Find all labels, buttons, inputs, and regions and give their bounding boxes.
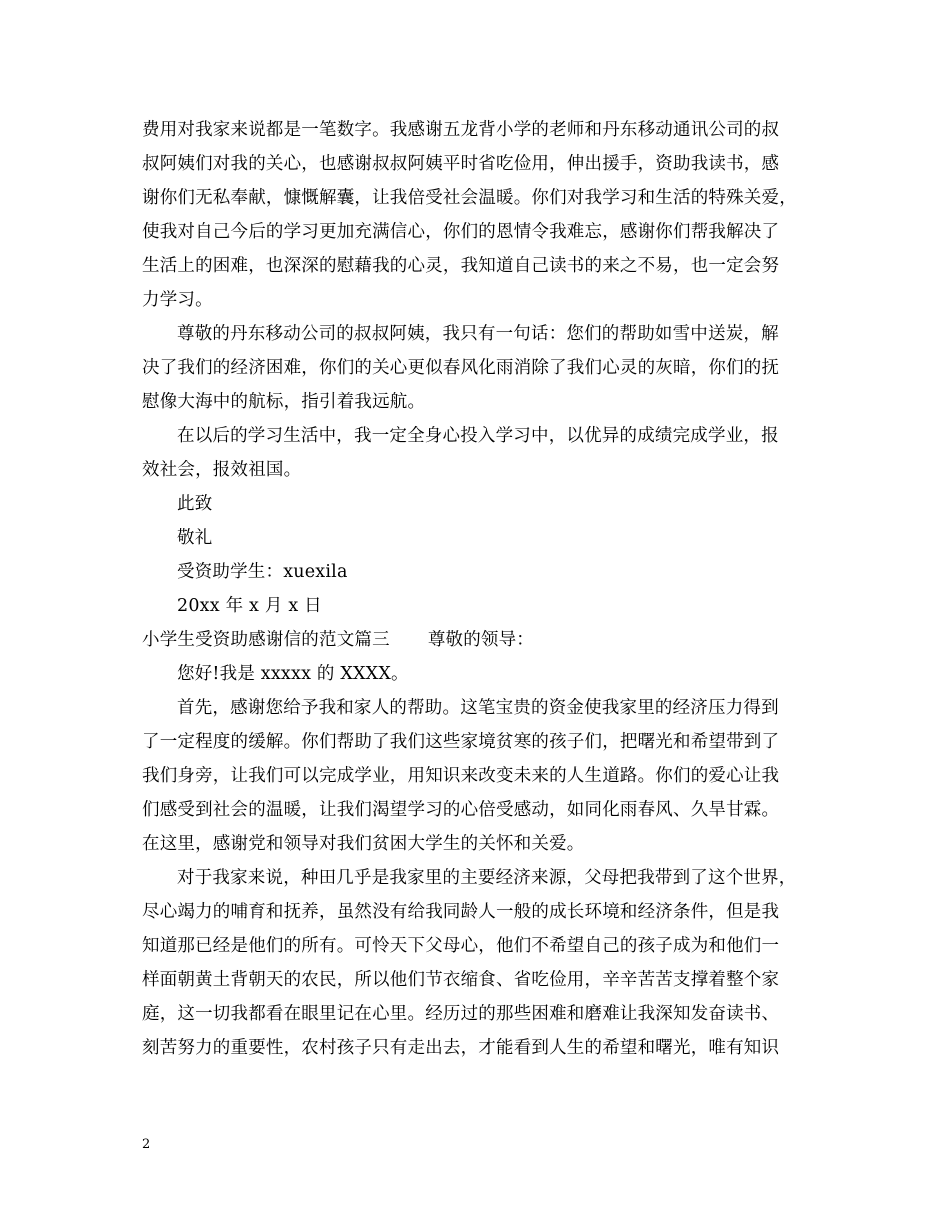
text-line: 尽心竭力的哺育和抚养，虽然没有给我同龄人一般的成长环境和经济条件，但是我 <box>142 902 780 922</box>
closing-line: 此致 <box>177 494 213 514</box>
text-line: 首先，感谢您给予我和家人的帮助。这笔宝贵的资金使我家里的经济压力得到 <box>177 698 779 718</box>
text-line: 了一定程度的缓解。你们帮助了我们这些家境贫寒的孩子们，把曙光和希望带到了 <box>142 732 780 752</box>
text-line: 在这里，感谢党和领导对我们贫困大学生的关怀和关爱。 <box>142 834 585 854</box>
text-line: 力学习。 <box>142 290 213 310</box>
text-line: 使我对自己今后的学习更加充满信心，你们的恩情令我难忘，感谢你们帮我解决了 <box>142 222 780 242</box>
text-line: 叔阿姨们对我的关心，也感谢叔叔阿姨平时省吃俭用，伸出援手，资助我读书，感 <box>142 154 780 174</box>
text-line: 尊敬的丹东移动公司的叔叔阿姨，我只有一句话：您们的帮助如雪中送炭，解 <box>177 324 779 344</box>
text-line: 效社会，报效祖国。 <box>142 460 302 480</box>
text-line: 在以后的学习生活中，我一定全身心投入学习中，以优异的成绩完成学业，报 <box>177 426 779 446</box>
page-number: 2 <box>142 1137 151 1152</box>
text-line: 们感受到社会的温暖，让我们渴望学习的心倍受感动，如同化雨春风、久旱甘霖。 <box>142 800 780 820</box>
text-line: 我们身旁，让我们可以完成学业，用知识来改变未来的人生道路。你们的爱心让我 <box>142 766 780 786</box>
greeting: 尊敬的领导： <box>427 630 535 650</box>
text-line: 刻苦努力的重要性，农村孩子只有走出去，才能看到人生的希望和曙光，唯有知识 <box>142 1038 780 1058</box>
text-line: 对于我家来说，种田几乎是我家里的主要经济来源，父母把我带到了这个世界， <box>177 868 797 888</box>
date-line: 20xx 年 x 月 x 日 <box>177 596 322 616</box>
text-line: 谢你们无私奉献，慷慨解囊，让我倍受社会温暖。你们对我学习和生活的特殊关爱， <box>142 188 797 208</box>
text-line: 决了我们的经济困难，你们的关心更似春风化雨消除了我们心灵的灰暗，你们的抚 <box>142 358 780 378</box>
text-line: 样面朝黄土背朝天的农民，所以他们节衣缩食、省吃俭用，辛辛苦苦支撑着整个家 <box>142 970 780 990</box>
text-line: 费用对我家来说都是一笔数字。我感谢五龙背小学的老师和丹东移动通讯公司的叔 <box>142 120 780 140</box>
text-line: 您好!我是 xxxxx 的 XXXX。 <box>177 664 409 684</box>
section-heading <box>142 629 534 651</box>
section-title: 小学生受资助感谢信的范文篇三 <box>142 630 390 650</box>
text-line: 生活上的困难，也深深的慰藉我的心灵，我知道自己读书的来之不易，也一定会努 <box>142 256 780 276</box>
signature-line: 受资助学生：xuexila <box>177 562 348 582</box>
salutation-line: 敬礼 <box>177 528 213 548</box>
text-line: 庭，这一切我都看在眼里记在心里。经历过的那些困难和磨难让我深知发奋读书、 <box>142 1004 780 1024</box>
text-line: 知道那已经是他们的所有。可怜天下父母心，他们不希望自己的孩子成为和他们一 <box>142 936 780 956</box>
text-line: 慰像大海中的航标，指引着我远航。 <box>142 392 426 412</box>
